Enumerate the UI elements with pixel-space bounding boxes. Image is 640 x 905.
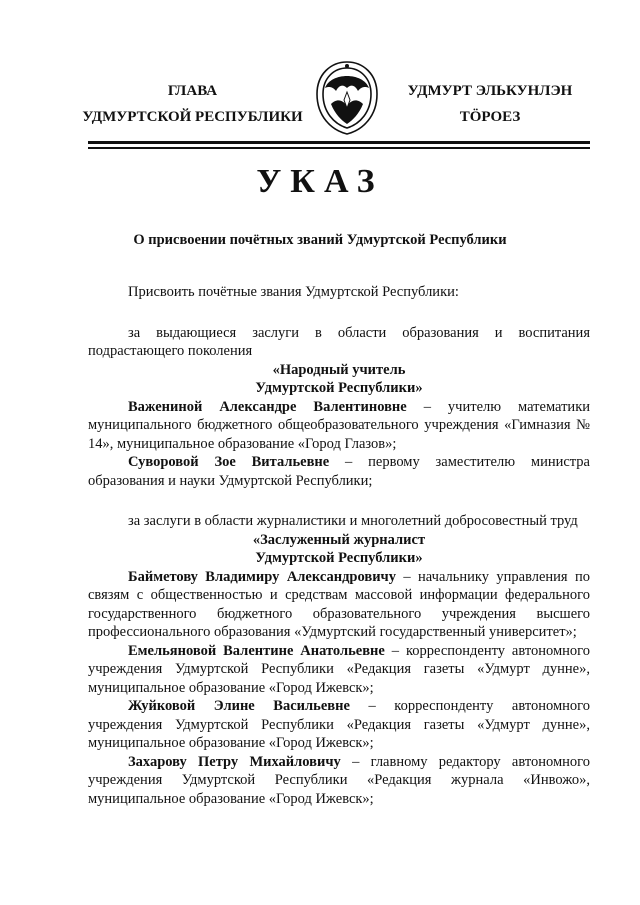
awardee-name: Суворовой Зое Витальевне — [128, 454, 330, 470]
awardee-position: – учителю математики муниципального бюджетного общеобразовательного учреждения «Гимназия № 14», муниципальное образование «Город Глазов»; — [88, 398, 590, 452]
awardee-position: – главному редактору автономного учреждения Удмуртской Республики «Редакция журнала «Инвожо», муниципальное образование «Город Ижевск»; — [88, 753, 590, 807]
document-title: УКАЗ — [256, 163, 384, 200]
awardee-name: Захарову Петру Михайловичу — [128, 753, 341, 770]
document-subject: О присвоении почётных званий Удмуртской Республики — [133, 232, 507, 248]
section2-title-line2: Удмуртской Республики» — [255, 550, 423, 566]
document-body — [88, 283, 590, 808]
awardee-position: – корреспонденту автономного учреждения Удмуртской Республики «Редакция газеты «Удмурт дунне», муниципальное образование «Город Ижевск»; — [88, 642, 590, 696]
awardee-name: Важениной Александре Валентиновне — [128, 398, 407, 415]
awardee-entry — [88, 453, 590, 490]
section1-title-line2: Удмуртской Республики» — [255, 380, 423, 396]
awardee-entry — [88, 398, 590, 454]
awardee-position: – первому заместителю министра образования и науки Удмуртской Республики; — [88, 454, 590, 489]
awardee-entry — [88, 642, 590, 698]
section1-title-line1: «Народный учитель — [272, 361, 406, 378]
awardee-name: Байметову Владимиру Александровичу — [128, 568, 396, 585]
header-divider-thick — [88, 141, 590, 144]
header-left-line1: ГЛАВА — [167, 83, 218, 99]
awardee-name: Емельяновой Валентине Анатольевне — [128, 642, 385, 659]
header-right — [392, 78, 588, 130]
header-divider-thin — [88, 147, 590, 149]
section2-title-line1: «Заслуженный журналист — [252, 531, 426, 548]
header-left — [80, 78, 305, 130]
awardee-name: Жуйковой Элине Васильевне — [128, 698, 350, 714]
awardee-position: – корреспонденту автономного учреждения Удмуртской Республики «Редакция газеты «Удмурт дунне», муниципальное образование «Город Ижевск»; — [88, 698, 590, 751]
awardee-entry — [88, 697, 590, 753]
awardee-entry — [88, 753, 590, 809]
awardee-position: – начальнику управления по связям с общественностью и средствам массовой информации федерального государственного бюджетного образовательного учреждения высшего профессионального образования «Удмуртский государственный университет»; — [88, 568, 590, 640]
section1-reason: за выдающиеся заслуги в области образования и воспитания подрастающего поколения — [88, 324, 590, 359]
coat-of-arms-emblem — [311, 58, 383, 136]
awardee-entry — [88, 568, 590, 642]
header-left-line2: УДМУРТСКОЙ РЕСПУБЛИКИ — [82, 109, 303, 125]
header-right-line1: УДМУРТ ЭЛЬКУНЛЭН — [407, 83, 573, 99]
header-right-line2: ТӦРОЕЗ — [459, 109, 521, 125]
intro-paragraph: Присвоить почётные звания Удмуртской Республики: — [128, 284, 459, 300]
section2-reason: за заслуги в области журналистики и многолетний добросовестный труд — [128, 513, 578, 529]
